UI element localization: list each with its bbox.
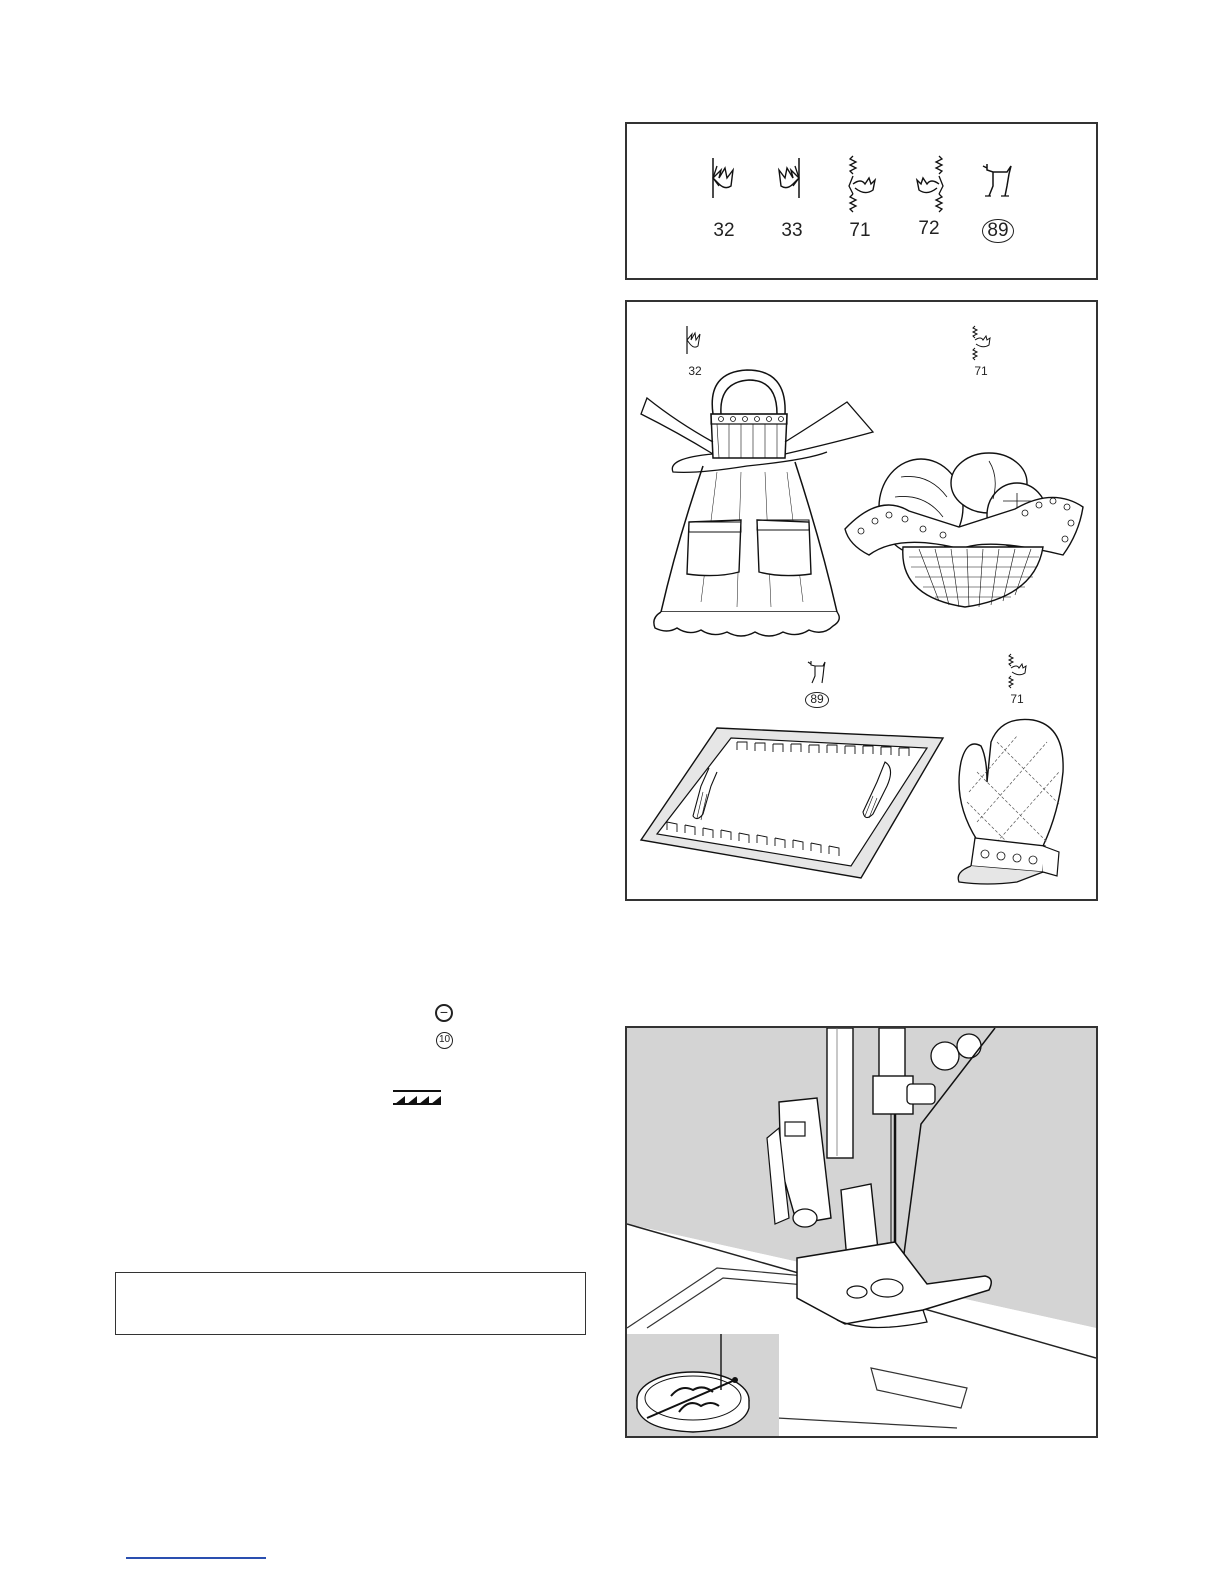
button-sewing-illustration-panel (625, 1026, 1098, 1438)
pattern-72-icon (911, 154, 951, 216)
pattern-33-icon (775, 156, 809, 200)
mitt-pattern-number: 71 (1010, 692, 1024, 706)
pattern-number-89-circled: 89 (982, 219, 1013, 243)
button-with-pin-icon (627, 1334, 779, 1438)
tension-symbol: 10 (436, 1032, 453, 1049)
basket-pattern-icon (969, 324, 993, 364)
button-inset (627, 1334, 779, 1438)
apron-pattern-icon (683, 324, 703, 356)
mitt-pattern-icon (1005, 652, 1029, 692)
stitch-length-symbol: − (435, 1004, 453, 1022)
placemat-pattern-number-circled: 89 (805, 692, 828, 708)
pattern-number-33: 33 (781, 220, 803, 241)
oven-mitt-illustration (947, 712, 1077, 892)
bread-basket-illustration (839, 437, 1089, 612)
projects-panel (625, 300, 1098, 901)
pattern-number-71: 71 (849, 220, 871, 241)
placemat-pattern-number (797, 692, 837, 708)
stitch-pattern-panel (625, 122, 1098, 280)
pattern-number-89 (973, 219, 1023, 243)
note-box (115, 1272, 586, 1335)
pattern-71-icon (841, 154, 881, 216)
basket-pattern-number: 71 (974, 364, 988, 378)
placemat-pattern-icon (807, 658, 829, 686)
pattern-number-32: 32 (713, 220, 735, 241)
placemat-illustration (637, 722, 947, 882)
pattern-32-icon (707, 156, 741, 200)
footer-link-underline (126, 1557, 266, 1559)
apron-pattern-number: 32 (688, 364, 702, 378)
pattern-89-icon (981, 160, 1017, 200)
feed-dogs-lowered-icon (393, 1090, 441, 1106)
pattern-number-72: 72 (918, 218, 940, 239)
